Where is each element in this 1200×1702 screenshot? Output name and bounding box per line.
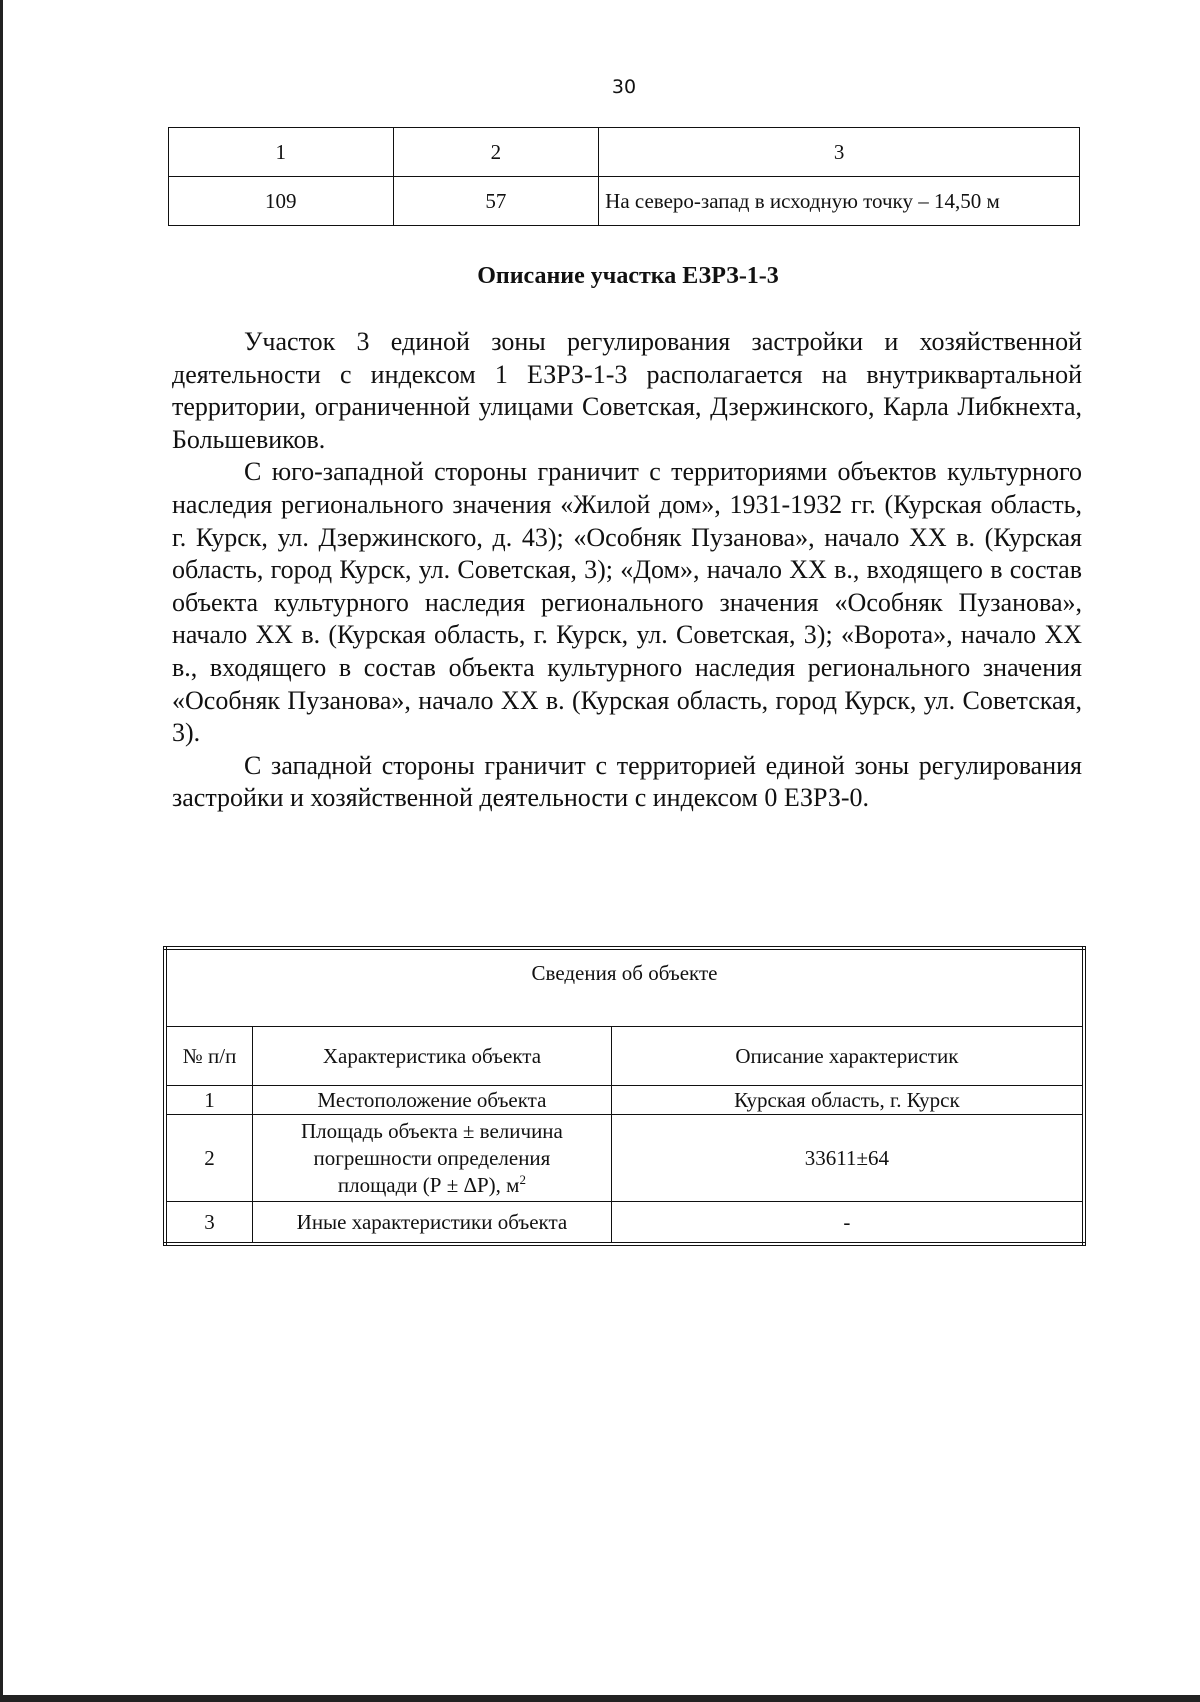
table-header-row — [169, 128, 1080, 177]
column-number-1: 1 — [169, 128, 394, 177]
row-description: - — [611, 1202, 1084, 1245]
table-row — [165, 1202, 1084, 1245]
point-from: 109 — [169, 177, 394, 226]
column-number-2: 2 — [393, 128, 599, 177]
row-description: 33611±64 — [611, 1115, 1084, 1202]
header-characteristic: Характеристика объекта — [253, 1027, 612, 1086]
object-info-table — [163, 946, 1086, 1246]
table-row — [169, 177, 1080, 226]
row-description: Курская область, г. Курск — [611, 1086, 1084, 1115]
column-number-3: 3 — [599, 128, 1080, 177]
scan-edge-left — [0, 0, 3, 1702]
point-to: 57 — [393, 177, 599, 226]
characteristic-line: Площадь объекта ± величина — [300, 1118, 563, 1143]
paragraph-location: Участок 3 единой зоны регулирования застройки и хозяйственной деятельности с индексом 1 ЕЗРЗ-1-3 располагается на внутриквартальной территории, ограниченной улицами Советская, Дзержинского, Карла Либкнехта, Большевиков. — [172, 327, 1082, 454]
scan-edge-bottom — [0, 1695, 1200, 1702]
table-caption-row — [165, 948, 1084, 1027]
row-number: 2 — [165, 1115, 253, 1202]
table-caption: Сведения об объекте — [165, 948, 1084, 1027]
characteristic-line: площади (Р ± ΔР), м — [337, 1172, 520, 1197]
section-body — [172, 326, 1082, 815]
row-characteristic: Местоположение объекта — [253, 1086, 612, 1115]
header-description: Описание характеристик — [611, 1027, 1084, 1086]
row-number: 3 — [165, 1202, 253, 1245]
table-row — [165, 1115, 1084, 1202]
row-number: 1 — [165, 1086, 253, 1115]
characteristic-line: погрешности определения — [313, 1145, 551, 1170]
coordinates-table-continuation — [168, 127, 1080, 226]
paragraph-west-border: С западной стороны граничит с территорией единой зоны регулирования застройки и хозяйственной деятельности с индексом 0 ЕЗРЗ-0. — [172, 750, 1082, 813]
section-title: Описание участка ЕЗРЗ-1-3 — [477, 263, 779, 289]
row-characteristic: Иные характеристики объекта — [253, 1202, 612, 1245]
paragraph-southwest-border: С юго-западной стороны граничит с территориями объектов культурного наследия регионального значения «Жилой дом», 1931-1932 гг. (Курская область, г. Курск, ул. Дзержинского, д. 43); «Особняк Пузанова», начало XX в. (Курская область, город Курск, ул. Советская, 3); «Дом», начало XX в., входящего в состав объекта культурного наследия регионального значения «Особняк Пузанова», начало XX в. (Курская область, г. Курск, ул. Советская, 3); «Ворота», начало XX в., входящего в состав объекта культурного наследия регионального значения «Особняк Пузанова», начало XX в. (Курская область, город Курск, ул. Советская, 3). — [172, 457, 1082, 748]
row-characteristic — [253, 1115, 612, 1202]
table-header-row — [165, 1027, 1084, 1086]
header-number: № п/п — [165, 1027, 253, 1086]
table-row — [165, 1086, 1084, 1115]
unit-superscript: 2 — [519, 1171, 526, 1187]
page-number: 30 — [611, 76, 637, 98]
direction-description: На северо-запад в исходную точку – 14,50 м — [599, 177, 1080, 226]
